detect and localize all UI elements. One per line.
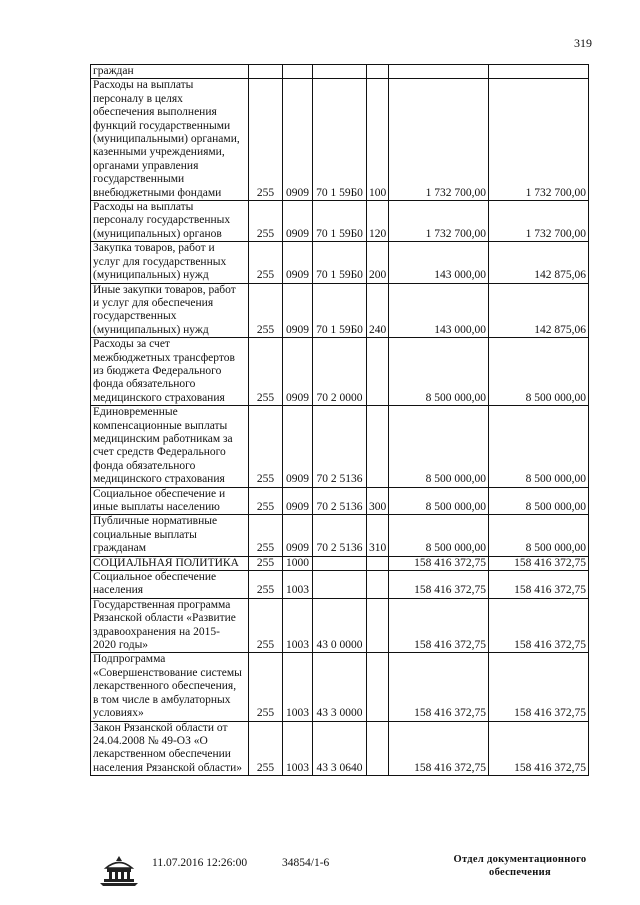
cell-target-code: 70 2 5136	[313, 515, 367, 556]
cell-name: Единовременные компенсационные выплаты медицинским работникам за счет средств Федерального фонда обязательного медицинского страхования	[91, 406, 249, 487]
cell-target-code: 70 1 59Б0	[313, 79, 367, 201]
footer-doc-number: 34854/1-6	[282, 857, 330, 869]
table-row	[91, 556, 589, 570]
cell-plan-amount: 1 732 700,00	[389, 79, 489, 201]
cell-expense-type: 310	[367, 515, 389, 556]
cell-expense-type	[367, 338, 389, 406]
cell-fact-amount: 8 500 000,00	[489, 338, 589, 406]
cell-section-code: 0909	[283, 515, 313, 556]
cell-section-code: 1003	[283, 653, 313, 721]
cell-plan-amount: 158 416 372,75	[389, 598, 489, 653]
cell-section-code	[283, 65, 313, 79]
cell-plan-amount: 158 416 372,75	[389, 556, 489, 570]
cell-admin-code: 255	[249, 721, 283, 776]
cell-expense-type: 200	[367, 242, 389, 283]
cell-expense-type: 300	[367, 487, 389, 515]
cell-admin-code: 255	[249, 283, 283, 338]
cell-admin-code: 255	[249, 571, 283, 599]
cell-name: Публичные нормативные социальные выплаты гражданам	[91, 515, 249, 556]
cell-admin-code: 255	[249, 515, 283, 556]
cell-expense-type	[367, 653, 389, 721]
cell-fact-amount: 158 416 372,75	[489, 653, 589, 721]
cell-section-code: 0909	[283, 487, 313, 515]
cell-target-code: 43 3 0000	[313, 653, 367, 721]
cell-name: Социальное обеспечение и иные выплаты населению	[91, 487, 249, 515]
table-row	[91, 283, 589, 338]
cell-target-code	[313, 571, 367, 599]
table-row	[91, 515, 589, 556]
cell-plan-amount: 8 500 000,00	[389, 515, 489, 556]
cell-target-code: 70 2 5136	[313, 487, 367, 515]
cell-target-code	[313, 65, 367, 79]
cell-section-code: 0909	[283, 201, 313, 242]
cell-fact-amount: 142 875,06	[489, 283, 589, 338]
table-row	[91, 338, 589, 406]
cell-target-code: 70 1 59Б0	[313, 201, 367, 242]
budget-table	[90, 64, 589, 776]
cell-fact-amount: 158 416 372,75	[489, 598, 589, 653]
cell-section-code: 0909	[283, 242, 313, 283]
cell-plan-amount: 8 500 000,00	[389, 487, 489, 515]
footer-datetime: 11.07.2016 12:26:00	[152, 857, 248, 869]
page-number: 319	[574, 36, 592, 50]
cell-expense-type: 240	[367, 283, 389, 338]
cell-name: Расходы за счет межбюджетных трансфертов из бюджета Федерального фонда обязательного медицинского страхования	[91, 338, 249, 406]
cell-section-code: 1003	[283, 571, 313, 599]
table-row	[91, 487, 589, 515]
cell-name: Расходы на выплаты персоналу в целях обеспечения выполнения функций государственными (муниципальными) органами, казенными учреждениями, органами управления государственными внебюджетными фондами	[91, 79, 249, 201]
table-row	[91, 653, 589, 721]
table-row	[91, 598, 589, 653]
cell-name: Закупка товаров, работ и услуг для государственных (муниципальных) нужд	[91, 242, 249, 283]
cell-name: Социальное обеспечение населения	[91, 571, 249, 599]
cell-section-code: 1000	[283, 556, 313, 570]
cell-expense-type	[367, 406, 389, 487]
cell-name: Закон Рязанской области от 24.04.2008 № 49-ОЗ «О лекарственном обеспечении населения Рязанской области»	[91, 721, 249, 776]
cell-fact-amount: 158 416 372,75	[489, 556, 589, 570]
cell-fact-amount: 1 732 700,00	[489, 201, 589, 242]
cell-section-code: 0909	[283, 406, 313, 487]
cell-admin-code: 255	[249, 487, 283, 515]
cell-plan-amount: 158 416 372,75	[389, 571, 489, 599]
cell-plan-amount: 158 416 372,75	[389, 653, 489, 721]
cell-plan-amount: 158 416 372,75	[389, 721, 489, 776]
cell-target-code: 43 0 0000	[313, 598, 367, 653]
cell-name: Иные закупки товаров, работ и услуг для обеспечения государственных (муниципальных) нужд	[91, 283, 249, 338]
cell-fact-amount: 142 875,06	[489, 242, 589, 283]
cell-admin-code: 255	[249, 242, 283, 283]
cell-admin-code: 255	[249, 406, 283, 487]
table-row	[91, 721, 589, 776]
duma-logo	[96, 853, 142, 892]
cell-section-code: 1003	[283, 721, 313, 776]
cell-expense-type	[367, 65, 389, 79]
table-body	[91, 65, 589, 776]
cell-target-code: 70 1 59Б0	[313, 283, 367, 338]
cell-expense-type	[367, 721, 389, 776]
table-row	[91, 242, 589, 283]
cell-fact-amount	[489, 65, 589, 79]
cell-section-code: 0909	[283, 338, 313, 406]
cell-plan-amount: 8 500 000,00	[389, 406, 489, 487]
cell-target-code: 43 3 0640	[313, 721, 367, 776]
cell-name: Подпрограмма «Совершенствование системы лекарственного обеспечения, в том числе в амбулаторных условиях»	[91, 653, 249, 721]
cell-name: Государственная программа Рязанской области «Развитие здравоохранения на 2015- 2020 годы»	[91, 598, 249, 653]
table-row	[91, 201, 589, 242]
cell-admin-code	[249, 65, 283, 79]
table-row	[91, 571, 589, 599]
cell-admin-code: 255	[249, 201, 283, 242]
cell-plan-amount: 143 000,00	[389, 242, 489, 283]
cell-section-code: 1003	[283, 598, 313, 653]
table-row	[91, 79, 589, 201]
cell-fact-amount: 8 500 000,00	[489, 487, 589, 515]
cell-plan-amount: 8 500 000,00	[389, 338, 489, 406]
cell-admin-code: 255	[249, 556, 283, 570]
cell-plan-amount: 1 732 700,00	[389, 201, 489, 242]
footer-department: Отдел документационного обеспечения	[453, 854, 587, 878]
cell-target-code: 70 2 5136	[313, 406, 367, 487]
cell-target-code	[313, 556, 367, 570]
cell-name: граждан	[91, 65, 249, 79]
cell-expense-type: 120	[367, 201, 389, 242]
cell-fact-amount: 8 500 000,00	[489, 406, 589, 487]
cell-fact-amount: 1 732 700,00	[489, 79, 589, 201]
cell-expense-type	[367, 571, 389, 599]
cell-admin-code: 255	[249, 338, 283, 406]
cell-fact-amount: 158 416 372,75	[489, 721, 589, 776]
cell-expense-type: 100	[367, 79, 389, 201]
cell-fact-amount: 8 500 000,00	[489, 515, 589, 556]
footer	[0, 853, 640, 893]
cell-plan-amount	[389, 65, 489, 79]
table-row	[91, 406, 589, 487]
cell-target-code: 70 1 59Б0	[313, 242, 367, 283]
cell-name: СОЦИАЛЬНАЯ ПОЛИТИКА	[91, 556, 249, 570]
cell-admin-code: 255	[249, 653, 283, 721]
cell-target-code: 70 2 0000	[313, 338, 367, 406]
cell-plan-amount: 143 000,00	[389, 283, 489, 338]
table-row	[91, 65, 589, 79]
cell-name: Расходы на выплаты персоналу государственных (муниципальных) органов	[91, 201, 249, 242]
cell-section-code: 0909	[283, 79, 313, 201]
cell-admin-code: 255	[249, 598, 283, 653]
cell-section-code: 0909	[283, 283, 313, 338]
cell-admin-code: 255	[249, 79, 283, 201]
cell-expense-type	[367, 556, 389, 570]
cell-expense-type	[367, 598, 389, 653]
cell-fact-amount: 158 416 372,75	[489, 571, 589, 599]
